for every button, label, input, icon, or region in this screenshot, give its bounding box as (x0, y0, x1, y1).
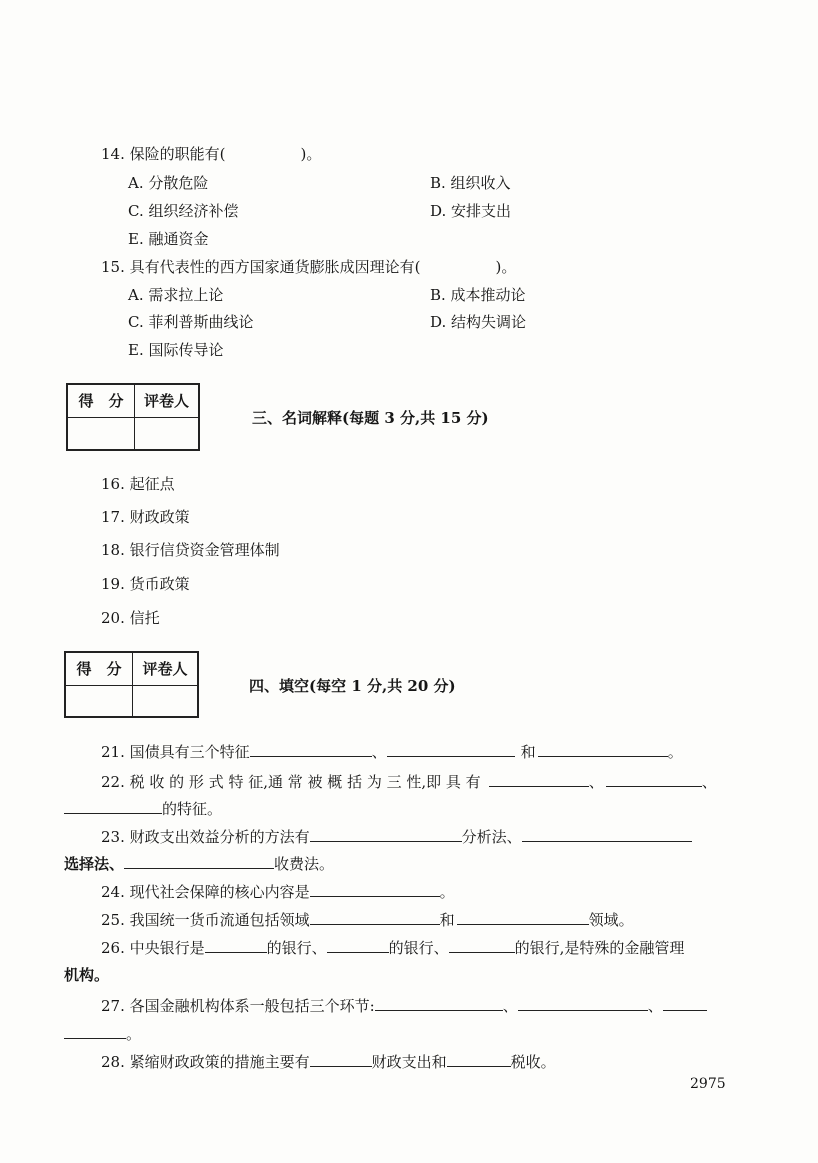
q25-and: 和 (439, 911, 455, 929)
section4-title: 四、填空(每空 1 分,共 20 分) (249, 677, 456, 695)
q26-bank-2: 的银行、 (388, 939, 449, 957)
q28-spending: 财政支出和 (371, 1053, 447, 1071)
q27-line-1 (101, 999, 707, 1014)
q26-blank-2[interactable] (327, 951, 389, 953)
grader-label: 评卷人 (135, 384, 200, 417)
q26-line-2: 机构。 (64, 966, 110, 984)
q22-sep-2: 、 (701, 773, 717, 791)
q28-blank-2[interactable] (447, 1065, 511, 1067)
q23-select: 选择法、 (64, 855, 125, 873)
grader-cell[interactable] (133, 685, 199, 717)
q25-line (101, 913, 634, 928)
q14-option-a: A. 分散危险 (128, 174, 209, 192)
q23-line-1 (101, 830, 692, 845)
q22-blank-2[interactable] (606, 785, 702, 787)
q22-sep-1: 、 (588, 773, 604, 791)
q15-option-d: D. 结构失调论 (430, 313, 527, 331)
q27-text: 27. 各国金融机构体系一般包括三个环节: (101, 997, 375, 1015)
score-label: 得 分 (67, 384, 135, 417)
q27-blank-3[interactable] (663, 1009, 707, 1011)
q22-end: 的特征。 (162, 800, 223, 818)
q21-num: 21. (101, 743, 125, 761)
q15-option-c: C. 菲利普斯曲线论 (128, 313, 254, 331)
score-box-section4 (64, 651, 199, 718)
q27-blank-1[interactable] (375, 1009, 503, 1011)
q28-blank-1[interactable] (310, 1065, 372, 1067)
q27-sep-2: 、 (647, 997, 663, 1015)
q26-blank-3[interactable] (449, 951, 515, 953)
q27-blank-2[interactable] (518, 1009, 648, 1011)
q14-option-c: C. 组织经济补偿 (128, 202, 239, 220)
score-box-section3 (66, 383, 200, 451)
q21-blank-1[interactable] (250, 755, 372, 757)
q22-line-1 (101, 775, 717, 790)
q14-option-b: B. 组织收入 (430, 174, 511, 192)
section3-item: 17. 财政政策 (101, 508, 190, 526)
section3-item: 18. 银行信贷资金管理体制 (101, 541, 280, 559)
grader-cell[interactable] (135, 417, 200, 450)
q28-end: 税收。 (510, 1053, 556, 1071)
q21-sep: 、 (371, 743, 387, 761)
q23-end: 收费法。 (274, 855, 335, 873)
q23-blank-2[interactable] (522, 840, 692, 842)
q25-blank-1[interactable] (310, 923, 440, 925)
q22-blank-1[interactable] (489, 785, 589, 787)
q24-line (101, 885, 455, 900)
page-number: 2975 (690, 1076, 726, 1092)
q21-blank-2[interactable] (387, 755, 515, 757)
grader-label: 评卷人 (133, 652, 199, 685)
q15-option-a: A. 需求拉上论 (128, 286, 224, 304)
q27-sep-1: 、 (502, 997, 518, 1015)
score-cell[interactable] (67, 417, 135, 450)
q24-text: 24. 现代社会保障的核心内容是 (101, 883, 310, 901)
q23-method: 分析法、 (461, 828, 522, 846)
section3-item: 16. 起征点 (101, 475, 175, 493)
q23-blank-3[interactable] (124, 867, 274, 869)
q22-text: 22. 税 收 的 形 式 特 征,通 常 被 概 括 为 三 性,即 具 有 (101, 773, 481, 791)
q26-bank-3: 的银行,是特殊的金融管理 (514, 939, 685, 957)
q14-option-e: E. 融通资金 (128, 230, 209, 248)
q15-stem: 15. 具有代表性的西方国家通货膨胀成因理论有( )。 (101, 258, 517, 276)
q26-blank-1[interactable] (205, 951, 267, 953)
q21-end: 。 (667, 743, 683, 761)
q26-line-1 (101, 941, 684, 956)
q25-end: 领域。 (588, 911, 634, 929)
q22-blank-3[interactable] (64, 812, 162, 814)
q15-option-b: B. 成本推动论 (430, 286, 526, 304)
q28-text: 28. 紧缩财政政策的措施主要有 (101, 1053, 310, 1071)
score-cell[interactable] (65, 685, 133, 717)
q27-end: 。 (126, 1025, 142, 1043)
q24-blank[interactable] (310, 895, 440, 897)
q28-line (101, 1055, 556, 1070)
section3-item: 20. 信托 (101, 609, 160, 627)
q23-text: 23. 财政支出效益分析的方法有 (101, 828, 310, 846)
q22-line-2 (64, 802, 222, 817)
section3-item: 19. 货币政策 (101, 575, 190, 593)
q23-blank-1[interactable] (310, 840, 462, 842)
q14-option-d: D. 安排支出 (430, 202, 512, 220)
q15-option-e: E. 国际传导论 (128, 341, 224, 359)
q26-bank-1: 的银行、 (266, 939, 327, 957)
q21-and: 和 (520, 743, 536, 761)
q24-end: 。 (439, 883, 455, 901)
q23-line-2 (64, 857, 334, 872)
q25-text: 25. 我国统一货币流通包括领域 (101, 911, 310, 929)
q21-text: 国债具有三个特征 (129, 743, 250, 761)
q27-line-2 (64, 1027, 141, 1042)
q14-stem: 14. 保险的职能有( )。 (101, 145, 322, 163)
score-label: 得 分 (65, 652, 133, 685)
q26-text: 26. 中央银行是 (101, 939, 205, 957)
q21-line (101, 745, 683, 760)
section3-title: 三、名词解释(每题 3 分,共 15 分) (252, 409, 489, 427)
q25-blank-2[interactable] (457, 923, 589, 925)
q21-blank-3[interactable] (538, 755, 668, 757)
q27-blank-4[interactable] (64, 1037, 126, 1039)
